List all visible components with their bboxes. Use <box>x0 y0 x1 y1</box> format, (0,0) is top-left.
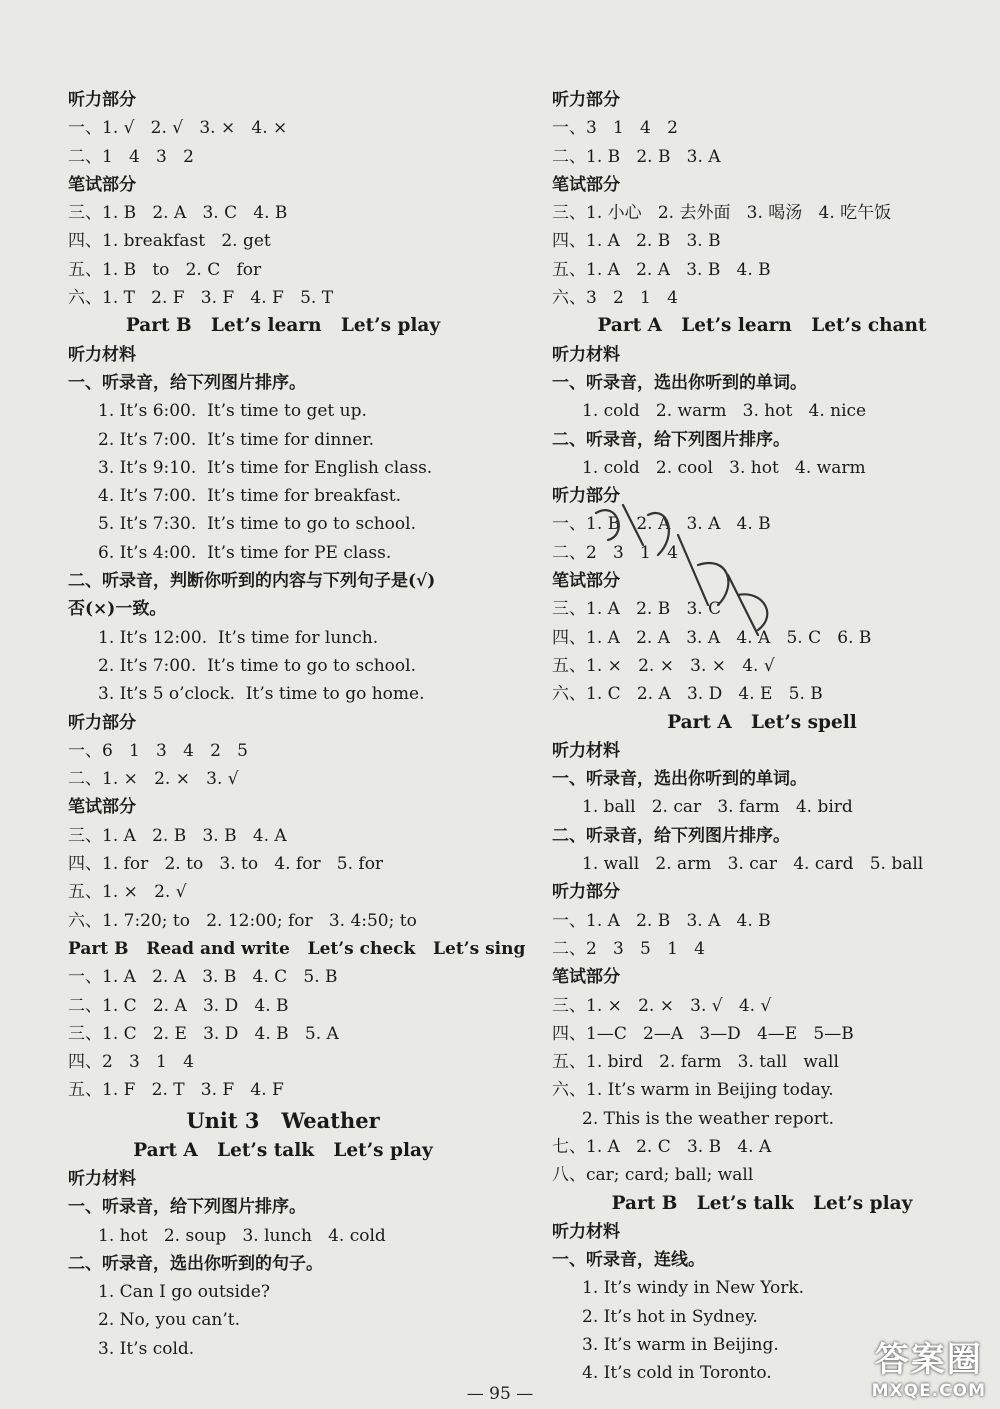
watermark-logo: 答案圈 <box>874 1340 983 1380</box>
answer-line: 一、1. √ 2. √ 3. × 4. × <box>68 118 288 139</box>
answer-line: 六、1. It’s warm in Beijing today. <box>552 1080 834 1101</box>
answer-line: Part B Read and write Let’s check Let’s sing <box>68 938 526 959</box>
answer-line: 三、1. C 2. E 3. D 4. B 5. A <box>68 1023 339 1044</box>
answer-line: 五、1. B to 2. C for <box>68 259 262 280</box>
answer-line: 听力部分 <box>68 712 136 733</box>
answer-line: 听力材料 <box>552 344 620 365</box>
answer-line: 四、2 3 1 4 <box>68 1052 194 1073</box>
answer-line: 一、6 1 3 4 2 5 <box>68 740 248 761</box>
answer-line: 三、1. 小心 2. 去外面 3. 喝汤 4. 吃午饭 <box>552 203 892 224</box>
answer-line: 一、听录音，选出你听到的单词。 <box>552 372 807 393</box>
answer-line: 听力材料 <box>552 1221 620 1242</box>
answer-line: 五、1. × 2. √ <box>68 882 187 903</box>
answer-line: 笔试部分 <box>552 571 620 592</box>
answer-line: 听力材料 <box>68 344 136 365</box>
answer-line: 五、1. × 2. × 3. × 4. √ <box>552 655 775 676</box>
answer-line: 2. It’s hot in Sydney. <box>582 1306 758 1327</box>
answer-line: 二、1. C 2. A 3. D 4. B <box>68 995 289 1016</box>
answer-line: 六、3 2 1 4 <box>552 288 678 309</box>
answer-line: 一、听录音，给下列图片排序。 <box>68 372 306 393</box>
answer-line: 三、1. × 2. × 3. √ 4. √ <box>552 995 772 1016</box>
answer-line: 听力材料 <box>68 1168 136 1189</box>
answer-line: 笔试部分 <box>68 797 136 818</box>
answer-line: 四、1. A 2. A 3. A 4. A 5. C 6. B <box>552 627 872 648</box>
answer-line: 3. It’s cold. <box>98 1338 195 1359</box>
answer-line: 笔试部分 <box>552 967 620 988</box>
answer-line: 一、1. B 2. A 3. A 4. B <box>552 514 771 535</box>
answer-line: 1. Can I go outside? <box>98 1282 270 1303</box>
section-heading: Unit 3 Weather <box>186 1107 380 1133</box>
answer-line: 1. cold 2. warm 3. hot 4. nice <box>582 401 867 422</box>
answer-line: 二、1. × 2. × 3. √ <box>68 769 239 790</box>
answer-line: 三、1. A 2. B 3. C <box>552 599 722 620</box>
answer-line: 6. It’s 4:00. It’s time for PE class. <box>98 542 392 563</box>
section-heading: Part A Let’s learn Let’s chant <box>597 315 927 337</box>
answer-line: 听力部分 <box>552 882 620 903</box>
section-heading: Part B Let’s learn Let’s play <box>125 315 441 337</box>
answer-line: 八、car; card; ball; wall <box>552 1165 754 1186</box>
watermark-url: MXQE.COM <box>871 1381 986 1401</box>
answer-line: 一、听录音，选出你听到的单词。 <box>552 769 807 790</box>
answer-line: 二、2 3 5 1 4 <box>552 938 705 959</box>
answer-line: 2. This is the weather report. <box>582 1108 835 1129</box>
answer-line: 二、听录音，给下列图片排序。 <box>552 429 790 450</box>
answer-line: 1. ball 2. car 3. farm 4. bird <box>582 797 853 818</box>
answer-line: 二、听录音，选出你听到的句子。 <box>68 1253 323 1274</box>
answer-line: 三、1. A 2. B 3. B 4. A <box>68 825 287 846</box>
site-watermark <box>872 1332 986 1401</box>
answer-line: 一、听录音，给下列图片排序。 <box>68 1197 306 1218</box>
answer-line: 2. It’s 7:00. It’s time for dinner. <box>98 429 375 450</box>
answer-line: 4. It’s cold in Toronto. <box>582 1363 772 1384</box>
answer-line: 二、1 4 3 2 <box>68 146 194 167</box>
answer-line: 听力部分 <box>552 486 620 507</box>
section-heading: Part A Let’s talk Let’s play <box>133 1139 433 1161</box>
answer-line: 2. No, you can’t. <box>98 1310 240 1331</box>
section-heading: Part A Let’s spell <box>667 711 857 733</box>
answer-line: 2. It’s 7:00. It’s time to go to school. <box>98 655 416 676</box>
answer-line: 听力部分 <box>552 90 620 110</box>
answer-line: 听力部分 <box>68 90 136 110</box>
section-heading: Part B Let’s talk Let’s play <box>611 1192 913 1214</box>
answer-line: 否(×)一致。 <box>68 599 167 620</box>
answer-line: 1. hot 2. soup 3. lunch 4. cold <box>98 1225 386 1246</box>
answer-line: 四、1. breakfast 2. get <box>68 231 271 252</box>
answer-line: 听力材料 <box>552 740 620 761</box>
answer-line: 六、1. T 2. F 3. F 4. F 5. T <box>68 288 334 309</box>
answer-line: 四、1. A 2. B 3. B <box>552 231 721 252</box>
answer-line: 三、1. B 2. A 3. C 4. B <box>68 203 288 224</box>
answer-line: 5. It’s 7:30. It’s time to go to school. <box>98 514 416 535</box>
answer-line: 1. cold 2. cool 3. hot 4. warm <box>582 457 866 478</box>
answer-line: 1. It’s windy in New York. <box>582 1278 805 1299</box>
answer-line: 一、听录音，连线。 <box>552 1250 705 1271</box>
answer-line: 一、1. A 2. B 3. A 4. B <box>552 910 771 931</box>
handwritten-scribble <box>588 495 788 645</box>
answer-line: 六、1. C 2. A 3. D 4. E 5. B <box>552 684 823 705</box>
answer-line: 一、3 1 4 2 <box>552 118 678 139</box>
answer-line: 七、1. A 2. C 3. B 4. A <box>552 1136 772 1157</box>
answer-line: 五、1. F 2. T 3. F 4. F <box>68 1080 284 1101</box>
answer-line: 笔试部分 <box>68 174 136 195</box>
left-column <box>68 86 526 1363</box>
answer-line: 3. It’s 9:10. It’s time for English class. <box>98 457 433 478</box>
answer-line: 二、1. B 2. B 3. A <box>552 146 721 167</box>
answer-line: 六、1. 7:20; to 2. 12:00; for 3. 4:50; to <box>68 910 417 931</box>
answer-line: 二、听录音，判断你听到的内容与下列句子是(√) <box>68 571 436 592</box>
answer-line: 四、1—C 2—A 3—D 4—E 5—B <box>552 1023 854 1044</box>
answer-line: 一、1. A 2. A 3. B 4. C 5. B <box>68 967 338 988</box>
page-number: — 95 — <box>466 1384 534 1404</box>
answer-line: 3. It’s warm in Beijing. <box>582 1335 779 1356</box>
answer-line: 四、1. for 2. to 3. to 4. for 5. for <box>68 854 384 875</box>
answer-line: 1. It’s 12:00. It’s time for lunch. <box>98 627 379 648</box>
answer-line: 五、1. A 2. A 3. B 4. B <box>552 259 771 280</box>
answer-line: 1. It’s 6:00. It’s time to get up. <box>98 401 367 422</box>
answer-line: 3. It’s 5 o’clock. It’s time to go home. <box>98 684 425 705</box>
answer-line: 1. wall 2. arm 3. car 4. card 5. ball <box>582 854 924 875</box>
answer-line: 二、听录音，给下列图片排序。 <box>552 825 790 846</box>
answer-line: 五、1. bird 2. farm 3. tall wall <box>552 1052 839 1073</box>
right-column <box>552 86 972 1388</box>
answer-line: 笔试部分 <box>552 174 620 195</box>
answer-line: 二、2 3 1 4 <box>552 542 678 563</box>
answer-line: 4. It’s 7:00. It’s time for breakfast. <box>98 486 401 507</box>
